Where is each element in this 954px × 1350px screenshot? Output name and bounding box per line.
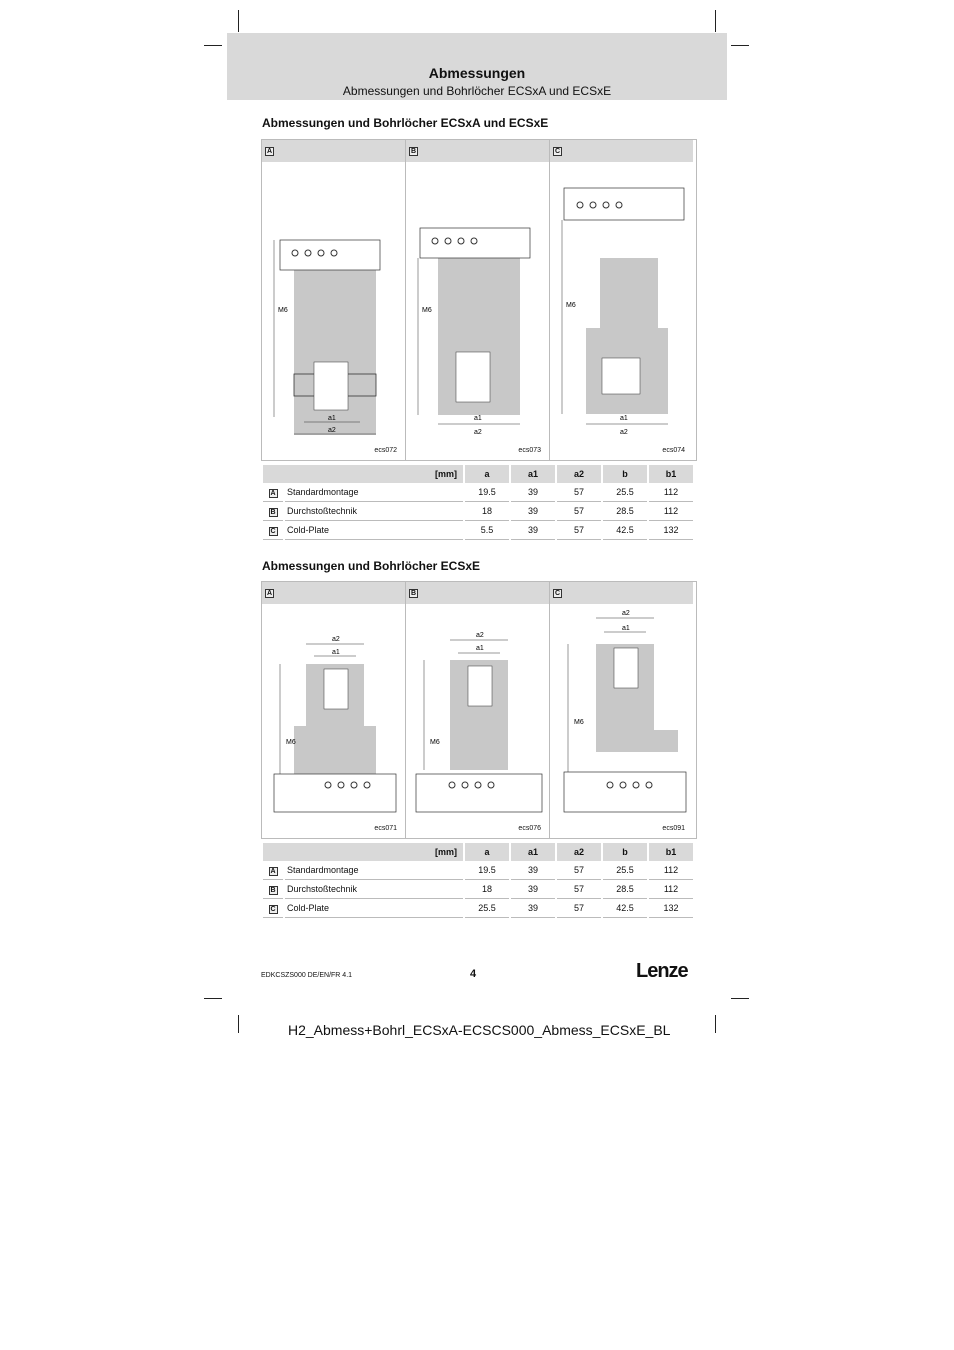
- file-name: H2_Abmess+Bohrl_ECSxA-ECSCS000_Abmess_ECSxE_BL: [288, 1022, 671, 1038]
- crop-mark: [204, 998, 222, 999]
- label-m6: M6: [430, 739, 440, 746]
- cell-a: 25.5: [465, 899, 509, 918]
- label-m6: M6: [566, 302, 576, 309]
- cell-a: 18: [465, 502, 509, 521]
- drawing-code: ecs074: [662, 447, 685, 454]
- cell-a2: 57: [557, 899, 601, 918]
- figure-box-ecsxa: [261, 139, 697, 461]
- cell-b1: 112: [649, 880, 693, 899]
- label-m6: M6: [422, 307, 432, 314]
- dimension-table-ecsxe: [261, 843, 695, 918]
- cell-a: 19.5: [465, 861, 509, 880]
- crop-mark: [731, 998, 749, 999]
- col-header-b: b: [603, 843, 647, 861]
- page-number: 4: [470, 968, 477, 980]
- table-row: [263, 521, 693, 540]
- table-row: [263, 899, 693, 918]
- drawing-code: ecs076: [518, 825, 541, 832]
- label-a1: a1: [328, 415, 336, 422]
- panel-a: [262, 140, 406, 460]
- crop-mark: [238, 10, 239, 32]
- col-header-a1: a1: [511, 843, 555, 861]
- cell-a2: 57: [557, 880, 601, 899]
- cell-a2: 57: [557, 502, 601, 521]
- cell-a: 18: [465, 880, 509, 899]
- col-header-b1: b1: [649, 465, 693, 483]
- row-letter: C: [270, 527, 276, 535]
- section1-title: Abmessungen und Bohrlöcher ECSxA und ECSxE: [262, 116, 549, 130]
- cell-a1: 39: [511, 521, 555, 540]
- label-a1: a1: [474, 415, 482, 422]
- cell-b1: 112: [649, 502, 693, 521]
- table-row: [263, 861, 693, 880]
- col-header-b: b: [603, 465, 647, 483]
- label-a1: a1: [622, 625, 630, 632]
- cell-a1: 39: [511, 502, 555, 521]
- drawing-ecs074: [550, 162, 693, 458]
- label-a2: a2: [328, 427, 336, 434]
- cell-a1: 39: [511, 861, 555, 880]
- col-header-a: a: [465, 843, 509, 861]
- table-row: [263, 880, 693, 899]
- label-a2: a2: [620, 429, 628, 436]
- drawing-ecs072: [262, 162, 405, 458]
- label-m6: M6: [574, 719, 584, 726]
- cell-b: 42.5: [603, 899, 647, 918]
- row-letter: B: [270, 508, 276, 516]
- cell-a1: 39: [511, 880, 555, 899]
- panel-letter: A: [266, 148, 273, 155]
- col-header-mm: [mm]: [263, 465, 463, 483]
- row-letter: C: [270, 905, 276, 913]
- label-a2: a2: [622, 610, 630, 617]
- row-label: Standardmontage: [285, 861, 463, 880]
- table-row: [263, 502, 693, 521]
- label-m6: M6: [278, 307, 288, 314]
- label-a1: a1: [476, 645, 484, 652]
- cell-a1: 39: [511, 899, 555, 918]
- section2-title: Abmessungen und Bohrlöcher ECSxE: [262, 559, 481, 573]
- cell-a1: 39: [511, 483, 555, 502]
- cell-a: 19.5: [465, 483, 509, 502]
- row-label: Durchstoßtechnik: [285, 502, 463, 521]
- cell-a2: 57: [557, 861, 601, 880]
- drawing-code: ecs091: [662, 825, 685, 832]
- panel-letter: C: [554, 148, 561, 155]
- crop-mark: [715, 10, 716, 32]
- col-header-mm: [mm]: [263, 843, 463, 861]
- row-label: Cold-Plate: [285, 521, 463, 540]
- cell-a2: 57: [557, 483, 601, 502]
- drawing-code: ecs072: [374, 447, 397, 454]
- lenze-logo: Lenze: [636, 960, 688, 982]
- col-header-a: a: [465, 465, 509, 483]
- cell-b: 25.5: [603, 483, 647, 502]
- row-label: Standardmontage: [285, 483, 463, 502]
- figure-box-ecsxe: [261, 581, 697, 839]
- page-subtitle: Abmessungen und Bohrlöcher ECSxA und ECSxE: [342, 84, 612, 98]
- panel-c: [550, 140, 693, 460]
- cell-b1: 112: [649, 861, 693, 880]
- panel-c: [550, 582, 693, 838]
- col-header-b1: b1: [649, 843, 693, 861]
- drawing-ecs091: [550, 604, 693, 836]
- drawing-code: ecs071: [374, 825, 397, 832]
- row-label: Cold-Plate: [285, 899, 463, 918]
- cell-b: 28.5: [603, 880, 647, 899]
- row-letter: A: [270, 867, 276, 875]
- drawing-ecs073: [406, 162, 549, 458]
- row-label: Durchstoßtechnik: [285, 880, 463, 899]
- cell-a2: 57: [557, 521, 601, 540]
- panel-letter: C: [554, 590, 561, 597]
- cell-b: 42.5: [603, 521, 647, 540]
- label-a1: a1: [332, 649, 340, 656]
- col-header-a2: a2: [557, 843, 601, 861]
- drawing-code: ecs073: [518, 447, 541, 454]
- label-a2: a2: [474, 429, 482, 436]
- label-a2: a2: [476, 632, 484, 639]
- cell-b1: 132: [649, 521, 693, 540]
- col-header-a2: a2: [557, 465, 601, 483]
- crop-mark: [238, 1015, 239, 1033]
- table-row: [263, 483, 693, 502]
- label-a2: a2: [332, 636, 340, 643]
- row-letter: B: [270, 886, 276, 894]
- drawing-ecs076: [406, 604, 549, 836]
- panel-letter: B: [410, 148, 417, 155]
- label-m6: M6: [286, 739, 296, 746]
- cell-b: 25.5: [603, 861, 647, 880]
- panel-b: [406, 582, 550, 838]
- dimension-table-ecsxa: [261, 465, 695, 540]
- label-a1: a1: [620, 415, 628, 422]
- crop-mark: [204, 45, 222, 46]
- crop-mark: [731, 45, 749, 46]
- cell-b: 28.5: [603, 502, 647, 521]
- page-title: Abmessungen: [428, 65, 526, 81]
- panel-b: [406, 140, 550, 460]
- document-id: EDKCSZS000 DE/EN/FR 4.1: [261, 972, 353, 979]
- col-header-a1: a1: [511, 465, 555, 483]
- row-letter: A: [270, 489, 276, 497]
- crop-mark: [715, 1015, 716, 1033]
- cell-a: 5.5: [465, 521, 509, 540]
- cell-b1: 112: [649, 483, 693, 502]
- panel-letter: A: [266, 590, 273, 597]
- cell-b1: 132: [649, 899, 693, 918]
- drawing-ecs071: [262, 604, 405, 836]
- panel-a: [262, 582, 406, 838]
- panel-letter: B: [410, 590, 417, 597]
